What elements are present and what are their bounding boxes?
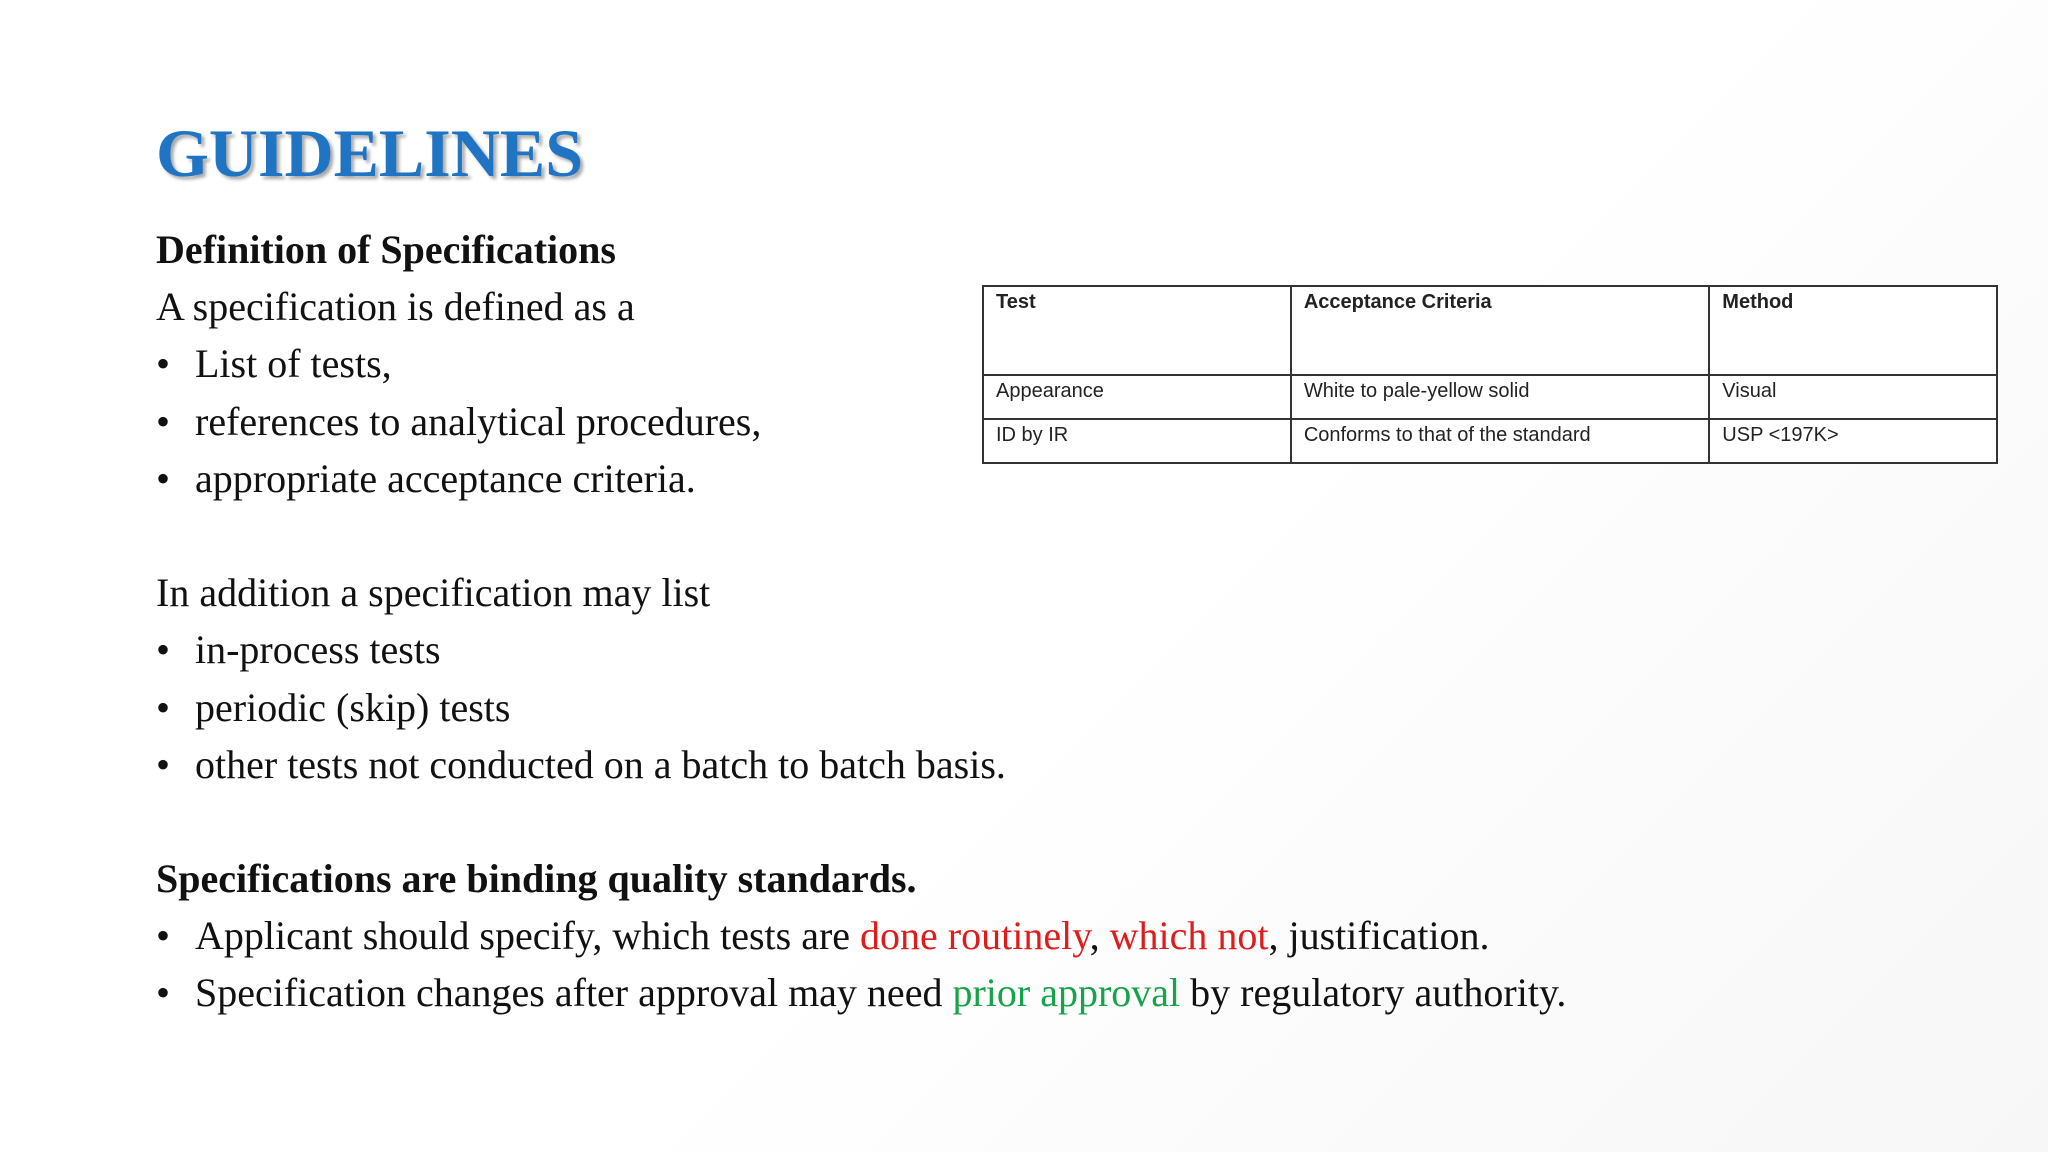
bullet-marker: • [156,398,171,444]
table-cell: Visual [1709,375,1997,419]
table-cell: ID by IR [983,419,1291,463]
bullet-marker: • [156,970,171,1016]
table-row [983,419,1997,463]
specification-table [982,285,1998,464]
bullet-marker: • [156,341,171,387]
table-cell: Appearance [983,375,1291,419]
addition-intro: In addition a specification may list [156,570,711,616]
table-header-method: Method [1709,286,1997,375]
slide-title: GUIDELINES [156,115,584,191]
binding-heading: Specifications are binding quality standards. [156,856,917,902]
bullet-text-part: Specification changes after approval may need [195,970,953,1016]
bullet-text-separator: , [1089,913,1110,959]
bullet-marker: • [156,455,171,501]
table-row [983,375,1997,419]
table-cell: White to pale-yellow solid [1291,375,1709,419]
addition-bullet [156,736,1756,793]
definition-heading: Definition of Specifications [156,227,616,272]
table-cell: Conforms to that of the standard [1291,419,1709,463]
bullet-text: other tests not conducted on a batch to batch basis. [195,741,1006,787]
spacer [156,507,1756,564]
highlight-which-not: which not [1109,913,1269,959]
bullet-text-part: by regulatory authority. [1180,970,1567,1016]
bullet-text: List of tests, [195,341,392,387]
bullet-marker: • [156,741,171,787]
bullet-text: appropriate acceptance criteria. [195,455,696,501]
bullet-text-part: Applicant should specify, which tests are [195,913,861,959]
bullet-marker: • [156,913,171,959]
table-header-row [983,286,1997,375]
definition-intro: A specification is defined as a [156,284,635,330]
bullet-marker: • [156,684,171,730]
bullet-marker: • [156,627,171,673]
spacer [156,793,1756,850]
table-header-test: Test [983,286,1291,375]
highlight-prior-approval: prior approval [952,970,1181,1016]
binding-bullet [156,964,1756,1021]
addition-bullet [156,679,1756,736]
bullet-text-part: , justification. [1268,913,1490,959]
bullet-text: periodic (skip) tests [195,684,511,730]
bullet-text: references to analytical procedures, [195,398,762,444]
binding-bullet [156,907,1756,964]
addition-bullet [156,621,1756,678]
table-cell: USP <197K> [1709,419,1997,463]
highlight-done-routinely: done routinely [860,913,1090,959]
table-header-acceptance-criteria: Acceptance Criteria [1291,286,1709,375]
bullet-text: in-process tests [195,627,441,673]
